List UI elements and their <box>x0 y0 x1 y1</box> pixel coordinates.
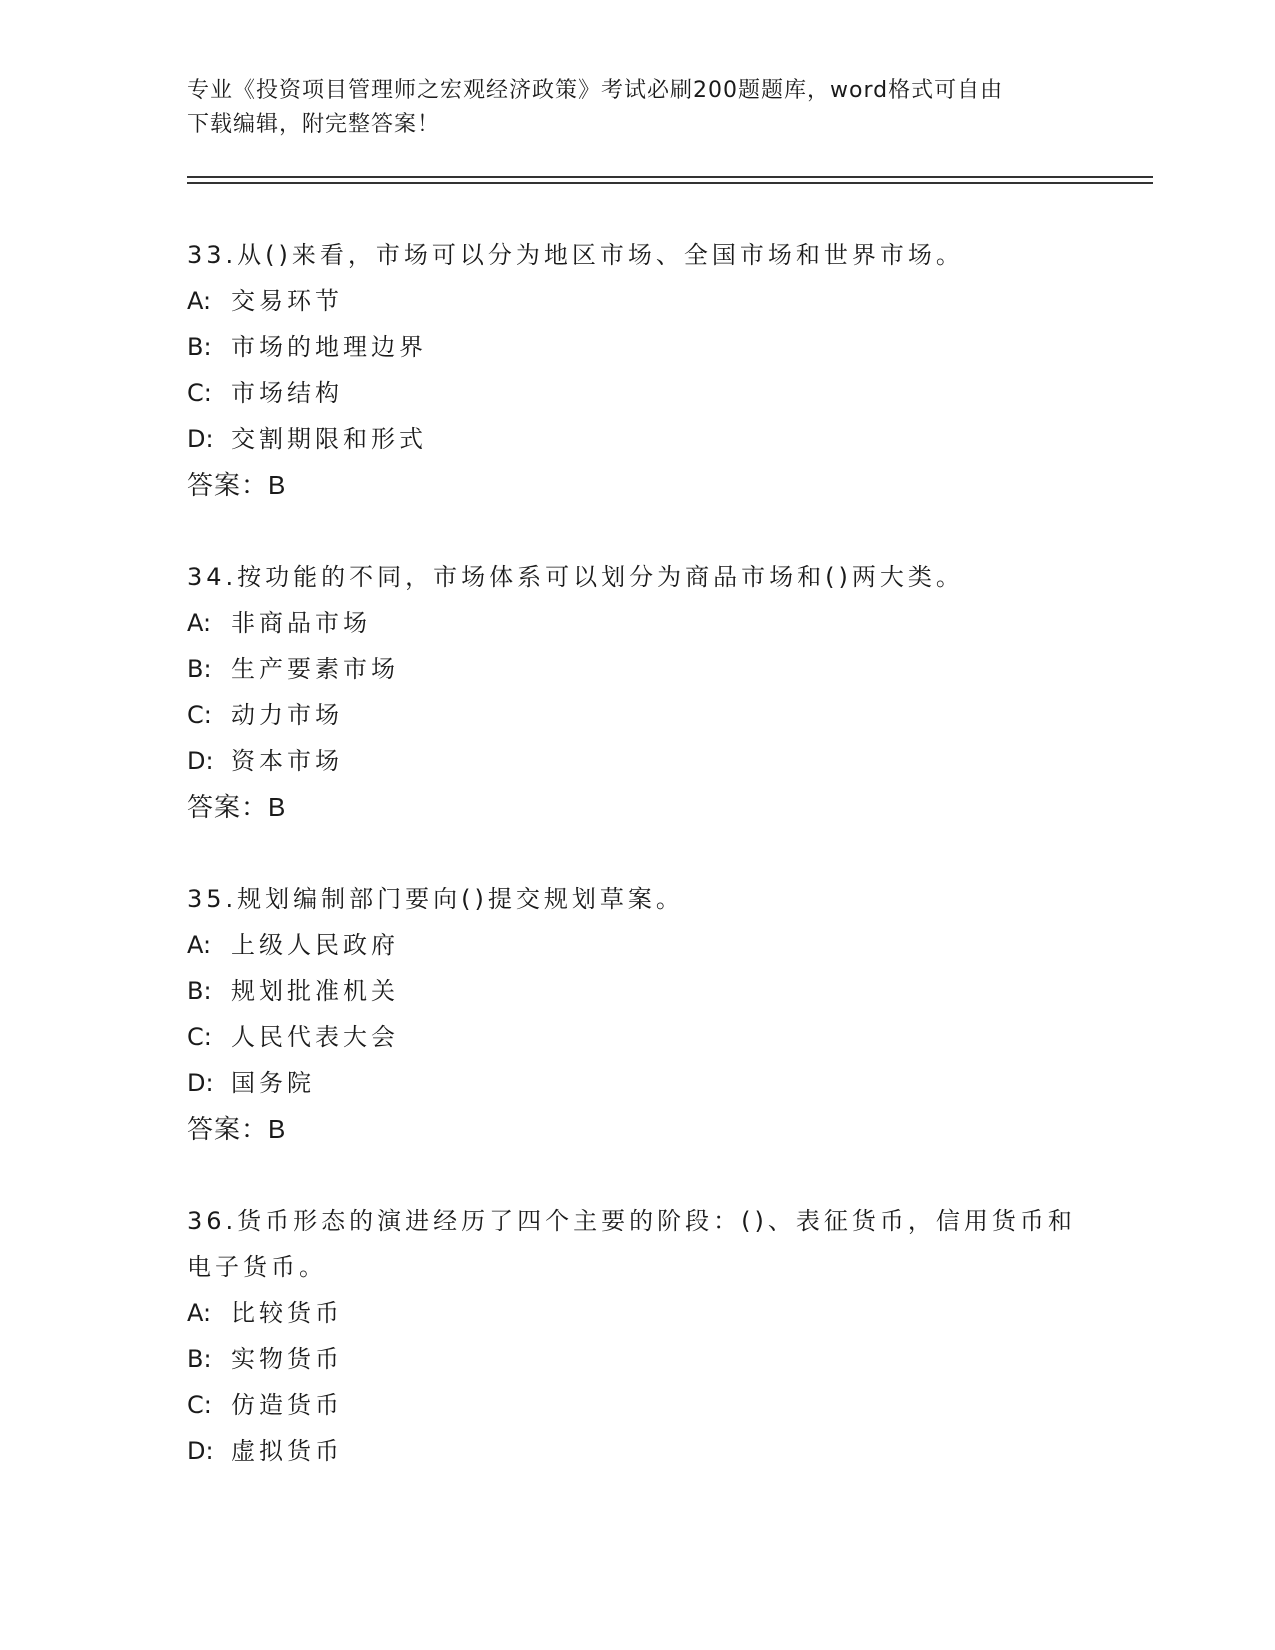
option-letter: D: <box>187 747 214 775</box>
option-text: 国务院 <box>231 1069 315 1097</box>
option-letter: B: <box>187 333 212 361</box>
question-stem: 35.规划编制部门要向()提交规划草案。 <box>187 885 684 913</box>
option-letter: B: <box>187 655 212 683</box>
header-divider-top <box>187 176 1153 178</box>
option-text: 生产要素市场 <box>231 655 399 683</box>
option-text: 非商品市场 <box>231 609 371 637</box>
option-text: 实物货币 <box>231 1345 343 1373</box>
option-letter: A: <box>187 931 212 959</box>
option-b <box>187 324 1087 370</box>
option-text: 交割期限和形式 <box>231 425 427 453</box>
option-text: 虚拟货币 <box>231 1437 343 1465</box>
option-text: 动力市场 <box>231 701 343 729</box>
option-text: 规划批准机关 <box>231 977 399 1005</box>
option-c <box>187 692 1087 738</box>
option-letter: D: <box>187 1069 214 1097</box>
option-letter: A: <box>187 287 212 315</box>
option-a <box>187 922 1087 968</box>
answer-line: 答案：B <box>187 1114 287 1144</box>
option-letter: A: <box>187 1299 212 1327</box>
question-33 <box>187 232 1087 508</box>
option-text: 上级人民政府 <box>231 931 399 959</box>
question-36 <box>187 1198 1087 1474</box>
option-a <box>187 278 1087 324</box>
header-line-1: 专业《投资项目管理师之宏观经济政策》考试必刷200题题库，word格式可自由 <box>187 78 1004 103</box>
option-letter: D: <box>187 1437 214 1465</box>
answer-line: 答案：B <box>187 470 287 500</box>
question-34 <box>187 554 1087 830</box>
option-b <box>187 1336 1087 1382</box>
question-35 <box>187 876 1087 1152</box>
option-letter: C: <box>187 1023 212 1051</box>
question-stem: 33.从()来看，市场可以分为地区市场、全国市场和世界市场。 <box>187 241 964 269</box>
answer-line: 答案：B <box>187 792 287 822</box>
option-letter: C: <box>187 379 212 407</box>
option-letter: B: <box>187 977 212 1005</box>
option-letter: C: <box>187 1391 212 1419</box>
option-letter: C: <box>187 701 212 729</box>
option-c <box>187 1382 1087 1428</box>
option-d <box>187 1060 1087 1106</box>
option-b <box>187 646 1087 692</box>
option-c <box>187 1014 1087 1060</box>
option-text: 仿造货币 <box>231 1391 343 1419</box>
option-c <box>187 370 1087 416</box>
document-header <box>187 74 1067 142</box>
option-text: 人民代表大会 <box>231 1023 399 1051</box>
option-d <box>187 738 1087 784</box>
option-a <box>187 600 1087 646</box>
option-d <box>187 416 1087 462</box>
option-d <box>187 1428 1087 1474</box>
question-list <box>187 232 1087 1520</box>
question-stem: 36.货币形态的演进经历了四个主要的阶段：()、表征货币，信用货币和电子货币。 <box>187 1207 1076 1281</box>
option-text: 资本市场 <box>231 747 343 775</box>
header-divider-bottom <box>187 182 1153 184</box>
option-b <box>187 968 1087 1014</box>
option-a <box>187 1290 1087 1336</box>
header-line-2: 下载编辑，附完整答案！ <box>187 112 441 137</box>
option-text: 比较货币 <box>231 1299 343 1327</box>
option-letter: B: <box>187 1345 212 1373</box>
option-letter: D: <box>187 425 214 453</box>
question-stem: 34.按功能的不同，市场体系可以划分为商品市场和()两大类。 <box>187 563 964 591</box>
option-text: 市场的地理边界 <box>231 333 427 361</box>
option-text: 交易环节 <box>231 287 343 315</box>
option-text: 市场结构 <box>231 379 343 407</box>
option-letter: A: <box>187 609 212 637</box>
